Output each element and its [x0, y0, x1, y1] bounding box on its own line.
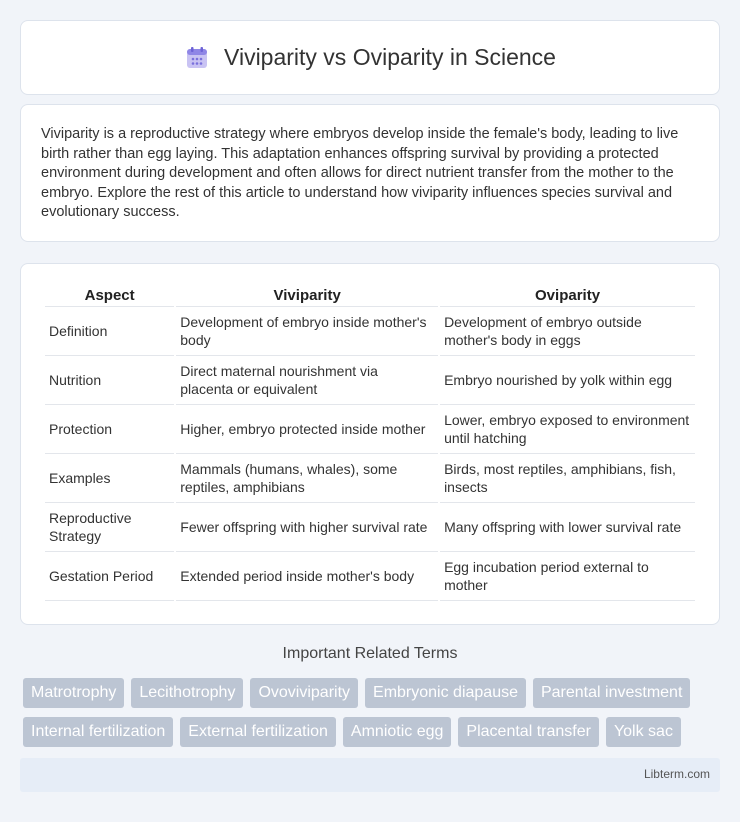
header-viviparity: Viviparity	[176, 284, 438, 307]
table-row	[45, 307, 695, 356]
header-oviparity: Oviparity	[440, 284, 695, 307]
table-cell: Examples	[45, 454, 174, 503]
table-cell: Embryo nourished by yolk within egg	[440, 356, 695, 405]
table-cell: Development of embryo outside mother's body in eggs	[440, 307, 695, 356]
tag-placental-transfer[interactable]: Placental transfer	[458, 717, 599, 747]
table-row	[45, 405, 695, 454]
table-cell: Definition	[45, 307, 174, 356]
tag-lecithotrophy[interactable]: Lecithotrophy	[131, 678, 243, 708]
table-cell: Lower, embryo exposed to environment until hatching	[440, 405, 695, 454]
tag-internal-fertilization[interactable]: Internal fertilization	[23, 717, 173, 747]
header-card	[20, 20, 720, 95]
table-row	[45, 454, 695, 503]
intro-card	[20, 104, 720, 242]
tag-matrotrophy[interactable]: Matrotrophy	[23, 678, 124, 708]
intro-paragraph: Viviparity is a reproductive strategy where embryos develop inside the female's body, leading to live birth rather than egg laying. This adaptation enhances offspring survival by providing a protected environment during development and often allows for direct nutrient transfer from the mother to the embryo. Explore the rest of this article to understand how viviparity influences species survival and evolutionary success.	[41, 126, 679, 220]
table-row	[45, 503, 695, 552]
table-row	[45, 552, 695, 601]
related-terms-title: Important Related Terms	[282, 645, 458, 662]
page-title: Viviparity vs Oviparity in Science	[224, 44, 556, 70]
table-cell: Protection	[45, 405, 174, 454]
table-cell: Many offspring with lower survival rate	[440, 503, 695, 552]
related-terms-list	[23, 678, 723, 747]
table-cell: Reproductive Strategy	[45, 503, 174, 552]
table-cell: Mammals (humans, whales), some reptiles, amphibians	[176, 454, 438, 503]
comparison-table	[43, 284, 697, 601]
table-cell: Fewer offspring with higher survival rate	[176, 503, 438, 552]
header-aspect: Aspect	[45, 284, 174, 307]
table-cell: Gestation Period	[45, 552, 174, 601]
footer-brand-link[interactable]: Libterm.com	[643, 767, 710, 781]
tag-external-fertilization[interactable]: External fertilization	[180, 717, 336, 747]
table-cell: Higher, embryo protected inside mother	[176, 405, 438, 454]
comparison-table-card	[20, 263, 720, 625]
tag-parental-investment[interactable]: Parental investment	[533, 678, 690, 708]
table-cell: Birds, most reptiles, amphibians, fish, insects	[440, 454, 695, 503]
table-cell: Extended period inside mother's body	[176, 552, 438, 601]
table-cell: Development of embryo inside mother's body	[176, 307, 438, 356]
table-cell: Direct maternal nourishment via placenta or equivalent	[176, 356, 438, 405]
table-cell: Egg incubation period external to mother	[440, 552, 695, 601]
calendar-icon	[184, 45, 210, 71]
tag-yolk-sac[interactable]: Yolk sac	[606, 717, 681, 747]
table-header-row	[45, 284, 695, 307]
tag-ovoviviparity[interactable]: Ovoviviparity	[250, 678, 358, 708]
title-wrap	[184, 44, 556, 71]
tag-amniotic-egg[interactable]: Amniotic egg	[343, 717, 452, 747]
tag-embryonic-diapause[interactable]: Embryonic diapause	[365, 678, 526, 708]
table-cell: Nutrition	[45, 356, 174, 405]
table-row	[45, 356, 695, 405]
footer	[20, 758, 720, 792]
